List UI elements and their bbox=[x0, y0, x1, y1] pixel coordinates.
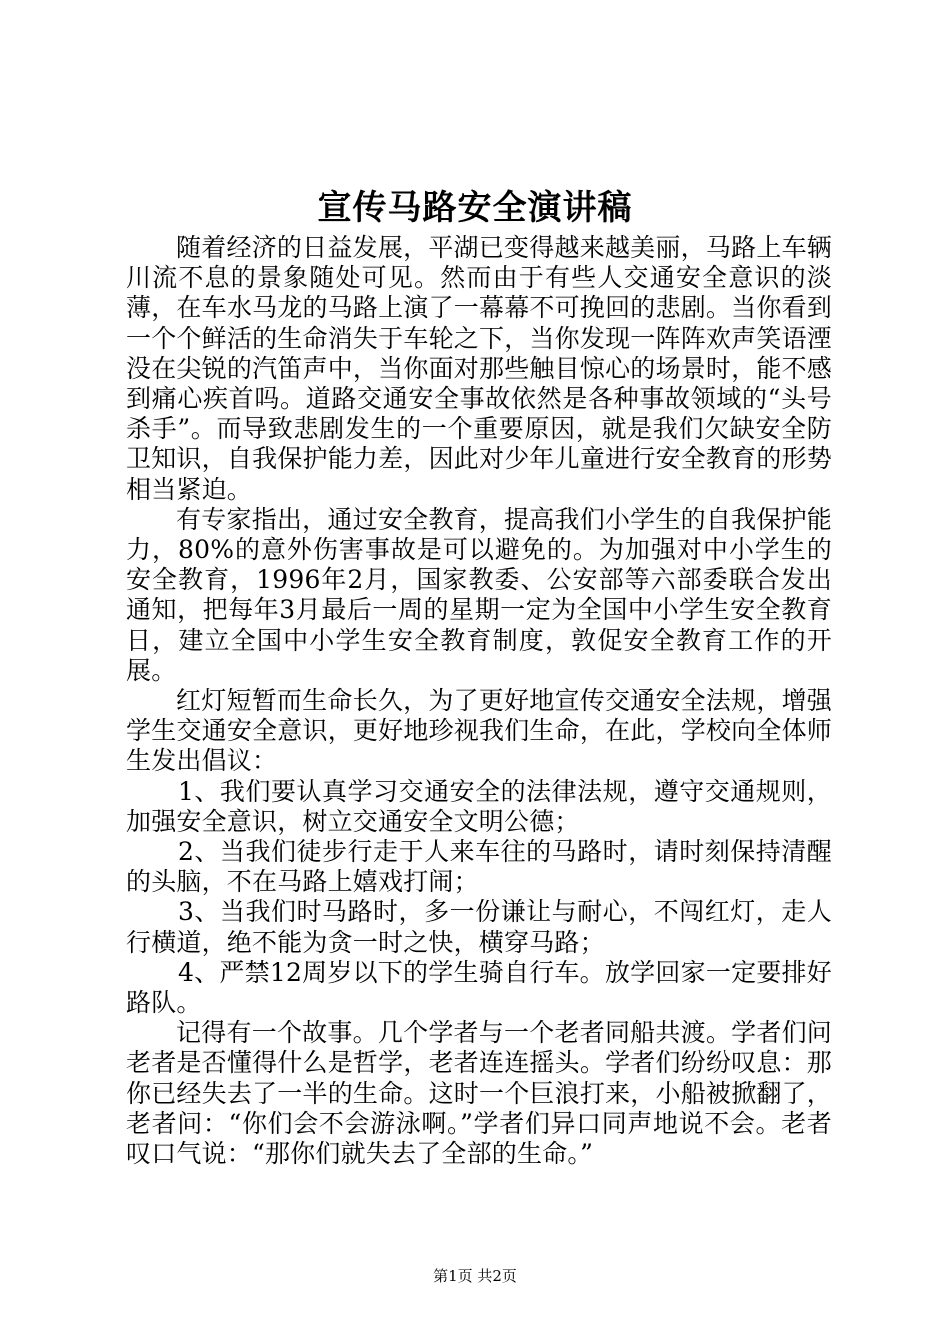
list-item-2: 2、当我们徒步行走于人来车往的马路时，请时刻保持清醒的头脑，不在马路上嬉戏打闹； bbox=[126, 837, 832, 897]
page-footer: 第1页 共2页 bbox=[433, 1267, 517, 1285]
paragraph-2: 有专家指出，通过安全教育，提高我们小学生的自我保护能力，80%的意外伤害事故是可以避免的。为加强对中小学生的安全教育，1996年2月，国家教委、公安部等六部委联合发出通知，把每年3月最后一周的星期一定为全国中小学生安全教育日，建立全国中小学生安全教育制度，敦促安全教育工作的开展。 bbox=[126, 504, 832, 685]
list-item-1: 1、我们要认真学习交通安全的法律法规，遵守交通规则，加强安全意识，树立交通安全文明公德； bbox=[126, 776, 832, 836]
page-title: 宣传马路安全演讲稿 bbox=[317, 188, 633, 228]
list-item-3: 3、当我们时马路时，多一份谦让与耐心，不闯红灯，走人行横道，绝不能为贪一时之快，横穿马路； bbox=[126, 897, 832, 957]
list-item-4: 4、严禁12周岁以下的学生骑自行车。放学回家一定要排好路队。 bbox=[126, 957, 832, 1018]
paragraph-4: 记得有一个故事。几个学者与一个老者同船共渡。学者们问老者是否懂得什么是哲学，老者连连摇头。学者们纷纷叹息：那你已经失去了一半的生命。这时一个巨浪打来，小船被掀翻了，老者问：“你们会不会游泳啊。”学者们异口同声地说不会。老者叹口气说：“那你们就失去了全部的生命。” bbox=[126, 1018, 832, 1169]
document-body bbox=[126, 233, 832, 1169]
paragraph-3: 红灯短暂而生命长久，为了更好地宣传交通安全法规，增强学生交通安全意识，更好地珍视我们生命，在此，学校向全体师生发出倡议： bbox=[126, 686, 832, 776]
paragraph-1: 随着经济的日益发展，平湖已变得越来越美丽，马路上车辆川流不息的景象随处可见。然而由于有些人交通安全意识的淡薄，在车水马龙的马路上演了一幕幕不可挽回的悲剧。当你看到一个个鲜活的生命消失于车轮之下，当你发现一阵阵欢声笑语湮没在尖锐的汽笛声中，当你面对那些触目惊心的场景时，能不感到痛心疾首吗。道路交通安全事故依然是各种事故领域的“头号杀手”。而导致悲剧发生的一个重要原因，就是我们欠缺安全防卫知识，自我保护能力差，因此对少年儿童进行安全教育的形势相当紧迫。 bbox=[126, 233, 832, 504]
